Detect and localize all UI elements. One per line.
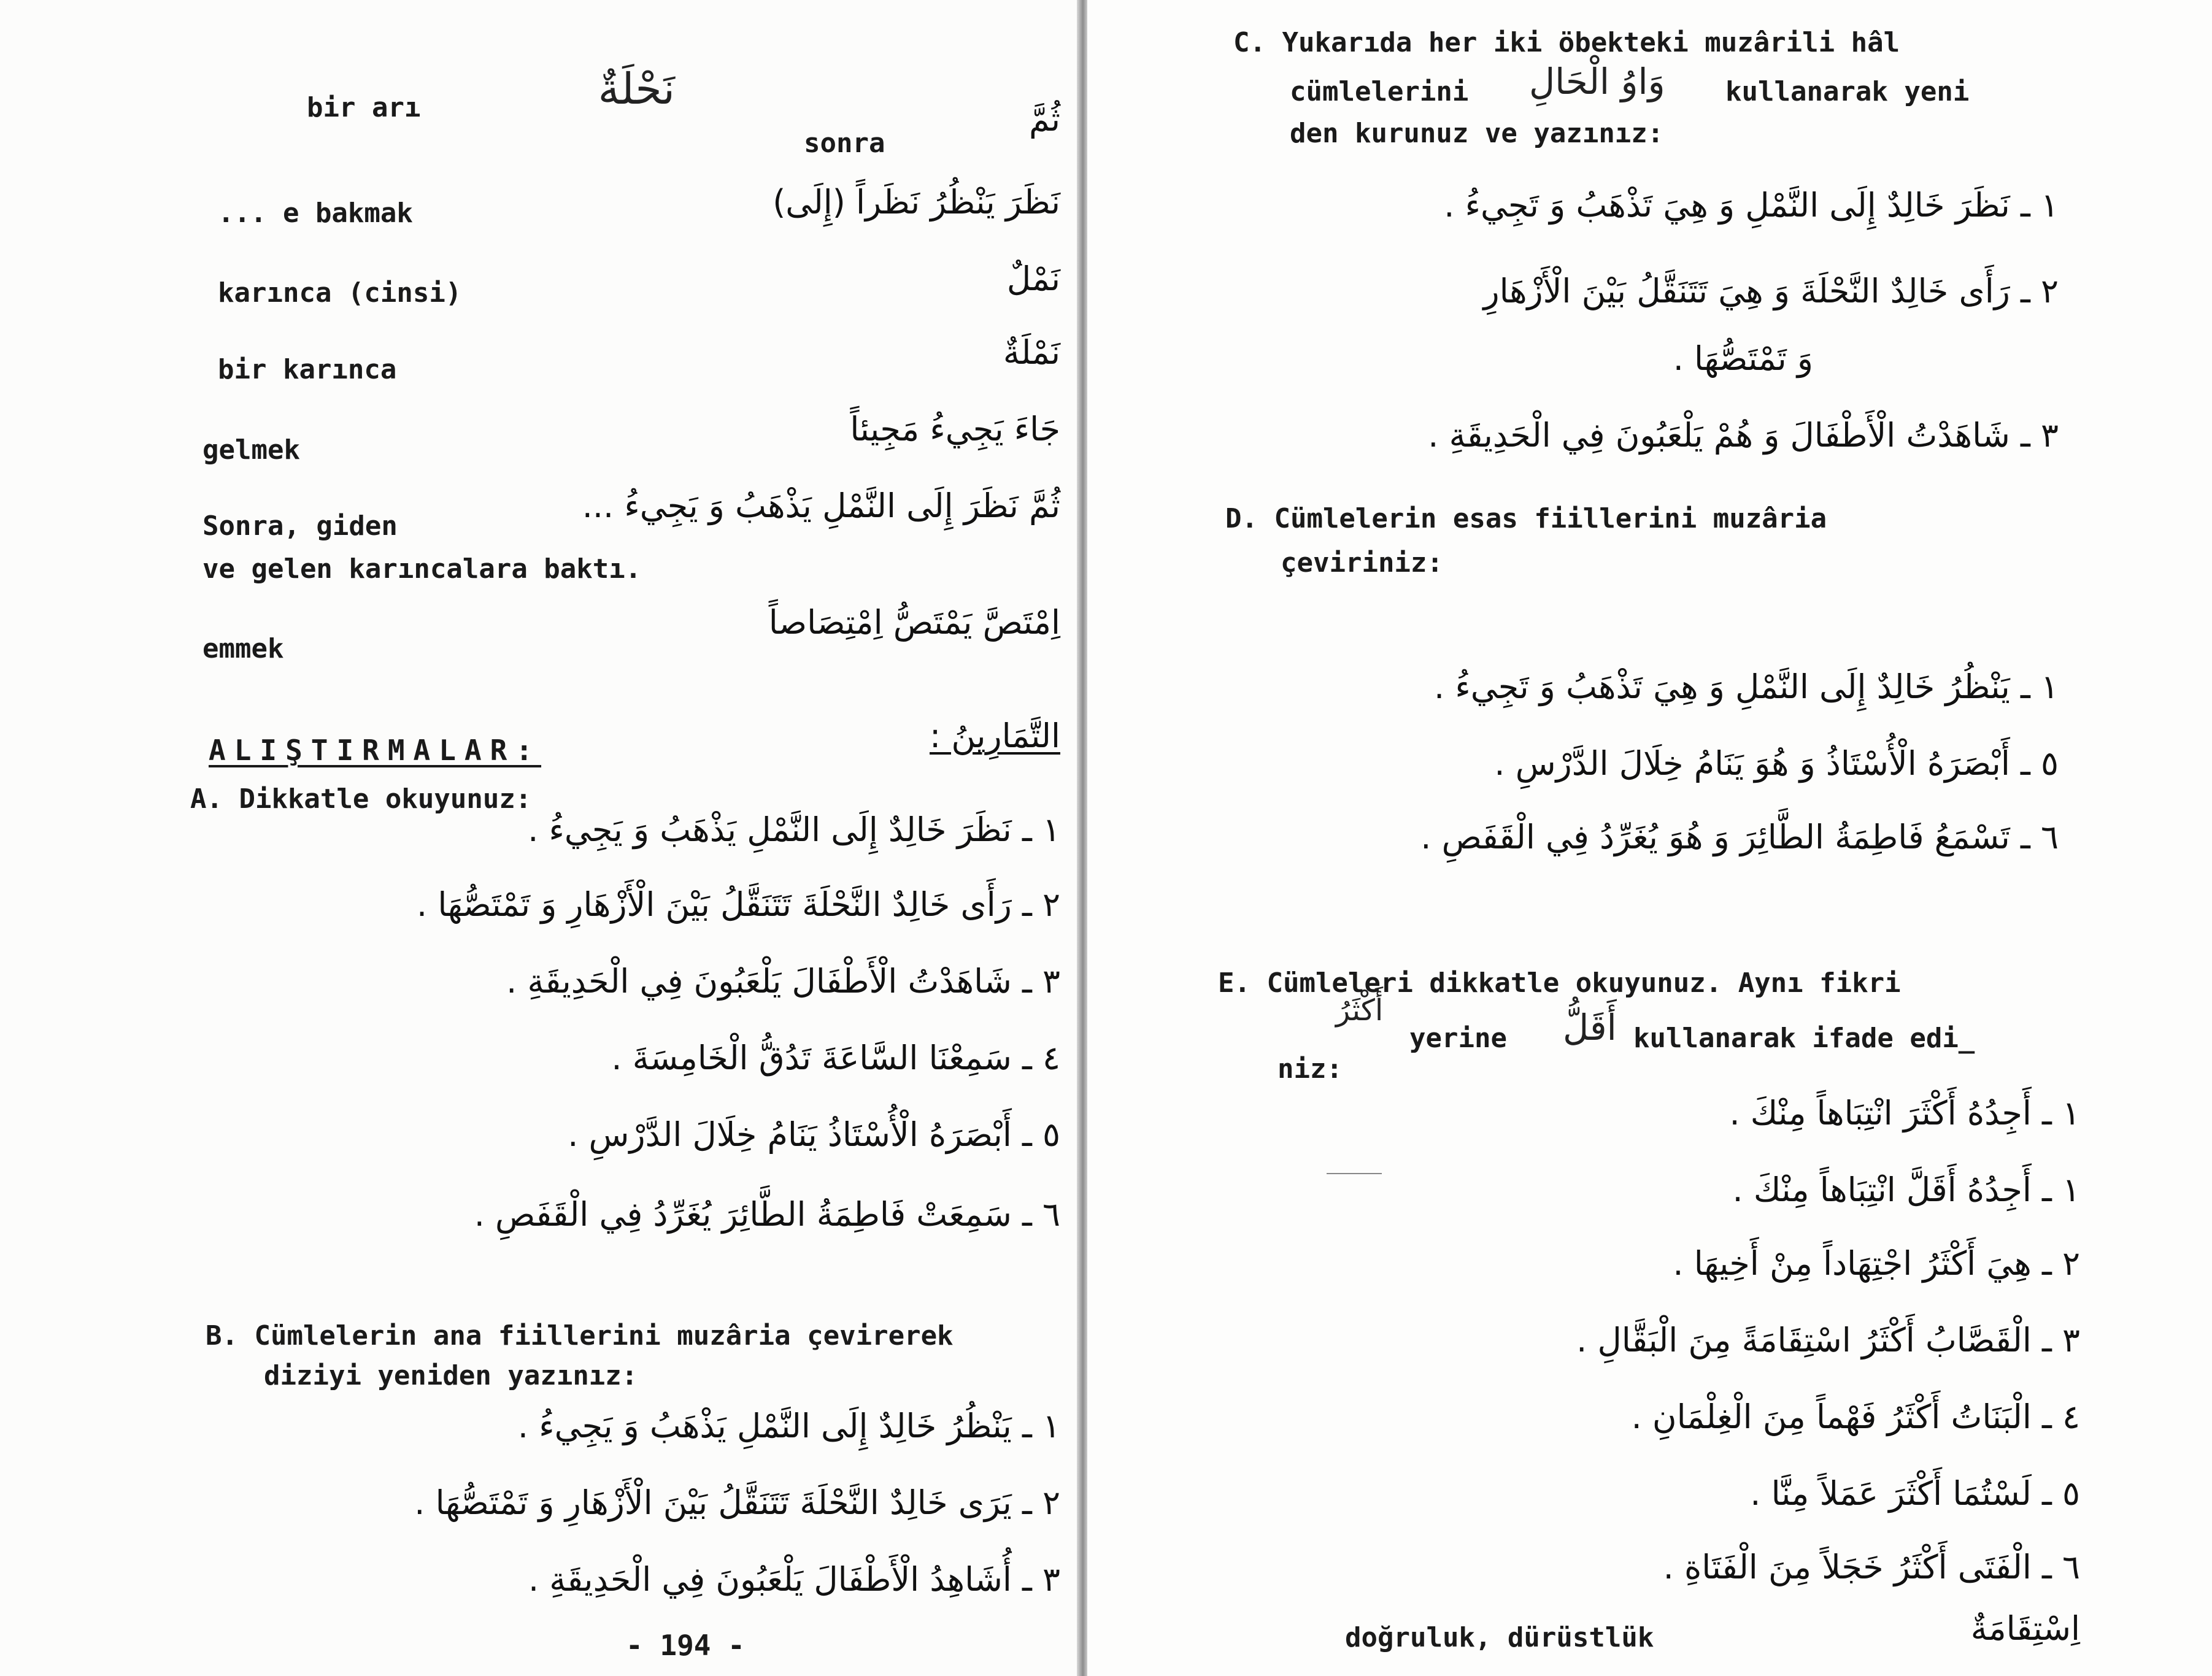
section-a-item: ٥ ـ أَبْصَرَهُ الْأُسْتَاذُ يَنَامُ خِلَالَ الدَّرْسِ . [568,1115,1060,1154]
exercises-title-tr: ALIŞTIRMALAR: [209,734,542,767]
exercises-title-ar: التَّمَارِينُ : [930,717,1060,755]
section-e-item: ٦ ـ الْفَتَى أَكْثَرُ خَجَلاً مِنَ الْفَتَاةِ . [1663,1548,2080,1586]
vocab-tr-look: ... e bakmak [218,198,413,229]
section-e-ar-more: أَكْثَرُ [1336,993,1384,1028]
section-e-title-line2-post: kullanarak ifade edi_ [1633,1023,1975,1054]
section-e-item: ٥ ـ لَسْتُمَا أَكْثَرَ عَمَلاً مِنَّا . [1750,1474,2080,1513]
section-c-item: ٣ ـ شَاهَدْتُ الْأَطْفَالَ وَ هُمْ يَلْعَبُونَ فِي الْحَدِيقَةِ . [1428,416,2059,455]
section-d-title-line2: çeviriniz: [1281,547,1443,579]
vocab-ar-come: جَاءَ يَجِيءُ مَجِيئاً [850,410,1060,448]
section-c-item-cont: وَ تَمْتَصُّهَا . [1673,339,1813,378]
section-e-title-instead: yerine [1409,1023,1507,1054]
vocab-ar-suck: اِمْتَصَّ يَمْتَصُّ اِمْتِصَاصاً [768,603,1060,642]
vocab-tr-an-ant: bir karınca [218,354,397,385]
section-b-title-line2: diziyi yeniden yazınız: [264,1360,638,1391]
section-e-title-line1: E. Cümleleri dikkatle okuyunuz. Aynı fikri [1218,967,1901,999]
vocab-tr-bee: bir arı [307,92,421,123]
section-e-title-line3: niz: [1277,1053,1343,1085]
sentence-tr-line2: ve gelen karıncalara baktı. [202,553,642,585]
section-e-item: ١ ـ أَجِدُهُ أَقَلَّ انْتِبَاهاً مِنْكَ . [1732,1171,2080,1209]
section-c-title-ar: وَاوُ الْحَالِ [1529,61,1665,102]
section-a-item: ٣ ـ شَاهَدْتُ الْأَطْفَالَ يَلْعَبُونَ فِي الْحَدِيقَةِ . [506,962,1060,1001]
section-c-item: ١ ـ نَظَرَ خَالِدٌ إِلَى النَّمْلِ وَ هِيَ تَذْهَبُ وَ تَجِيءُ . [1444,186,2059,225]
section-a-item: ١ ـ نَظَرَ خَالِدٌ إِلَى النَّمْلِ يَذْهَبُ وَ يَجِيءُ . [528,810,1060,849]
section-a-item: ٤ ـ سَمِعْنَا السَّاعَةَ تَدُقُّ الْخَامِسَةَ . [611,1039,1060,1077]
section-a-title: A. Dikkatle okuyunuz: [190,783,532,815]
section-e-item: ٢ ـ هِيَ أَكْثَرُ اجْتِهَاداً مِنْ أَخِيهَا . [1673,1244,2080,1283]
section-e-item: ٤ ـ الْبَنَاتُ أَكْثَرُ فَهْماً مِنَ الْغِلْمَانِ . [1631,1397,2080,1436]
vocab-tr-ant: karınca (cinsi) [218,277,462,309]
section-c-title-line2-post: kullanarak yeni [1725,76,1970,107]
vocab-ar-look: نَظَرَ يَنْظُرُ نَظَراً (إِلَى) [773,183,1060,221]
section-b-title-line1: B. Cümlelerin ana fiillerini muzâria çevirerek [206,1320,954,1351]
vocab-tr-then: sonra [804,128,885,159]
section-b-item: ٢ ـ يَرَى خَالِدٌ النَّحْلَةَ تَتَنَقَّلُ بَيْنَ الْأَزْهَارِ وَ تَمْتَصُّهَا . [414,1483,1060,1522]
section-c-title-line2-pre: cümlelerini [1290,76,1469,107]
section-e-item: ٣ ـ الْقَصَّابُ أَكْثَرُ اسْتِقَامَةً مِنَ الْبَقَّالِ . [1576,1321,2080,1359]
vocab-ar-ant: نَمْلٌ [1006,259,1060,298]
section-d-item: ١ ـ يَنْظُرُ خَالِدٌ إِلَى النَّمْلِ وَ هِيَ تَذْهَبُ وَ تَجِيءُ . [1434,667,2059,706]
footnote-tr: doğruluk, dürüstlük [1345,1622,1654,1653]
vocab-ar-then: ثُمَّ [1029,100,1060,139]
section-b-item: ٣ ـ أُشَاهِدُ الْأَطْفَالَ يَلْعَبُونَ فِي الْحَدِيقَةِ . [528,1560,1060,1599]
section-c-title-line3: den kurunuz ve yazınız: [1290,118,1664,149]
vocab-ar-bee: نَحْلَةٌ [598,64,675,114]
section-e-ar-less: أَقَلُّ [1563,1007,1617,1048]
section-a-item: ٢ ـ رَأَى خَالِدٌ النَّحْلَةَ تَتَنَقَّلُ بَيْنَ الْأَزْهَارِ وَ تَمْتَصُّهَا . [416,885,1060,924]
right-page [1087,0,2212,1676]
footnote-ar: اِسْتِقَامَةٌ [1970,1609,2080,1648]
section-e-item: ١ ـ أَجِدُهُ أَكْثَرَ انْتِبَاهاً مِنْكَ . [1729,1094,2080,1132]
sentence-ar: ثُمَّ نَظَرَ إِلَى النَّمْلِ يَذْهَبُ وَ يَجِيءُ ... [582,486,1060,525]
section-d-item: ٥ ـ أَبْصَرَهُ الْأُسْتَاذُ وَ هُوَ يَنَامُ خِلَالَ الدَّرْسِ . [1494,744,2059,783]
vocab-tr-suck: emmek [202,633,284,664]
vocab-ar-an-ant: نَمْلَةٌ [1003,333,1060,372]
section-c-title-line1: C. Yukarıda her iki öbekteki muzârili hâl [1233,27,1900,58]
section-b-item: ١ ـ يَنْظُرُ خَالِدٌ إِلَى النَّمْلِ يَذْهَبُ وَ يَجِيءُ . [517,1407,1060,1445]
vocab-tr-come: gelmek [202,434,300,466]
sentence-tr-line1: Sonra, giden [202,510,398,542]
section-c-item: ٢ ـ رَأَى خَالِدٌ النَّحْلَةَ وَ هِيَ تَتَنَقَّلُ بَيْنَ الْأَزْهَارِ [1483,272,2059,310]
pencil-mark [1327,1173,1382,1174]
section-d-title-line1: D. Cümlelerin esas fiillerini muzâria [1225,503,1827,534]
page-number: - 194 - [626,1629,745,1662]
section-d-item: ٦ ـ تَسْمَعُ فَاطِمَةُ الطَّائِرَ وَ هُوَ يُغَرِّدُ فِي الْقَفَصِ . [1420,818,2059,856]
section-a-item: ٦ ـ سَمِعَتْ فَاطِمَةُ الطَّائِرَ يُغَرِّدُ فِي الْقَفَصِ . [474,1195,1060,1234]
left-page [0,0,1080,1676]
